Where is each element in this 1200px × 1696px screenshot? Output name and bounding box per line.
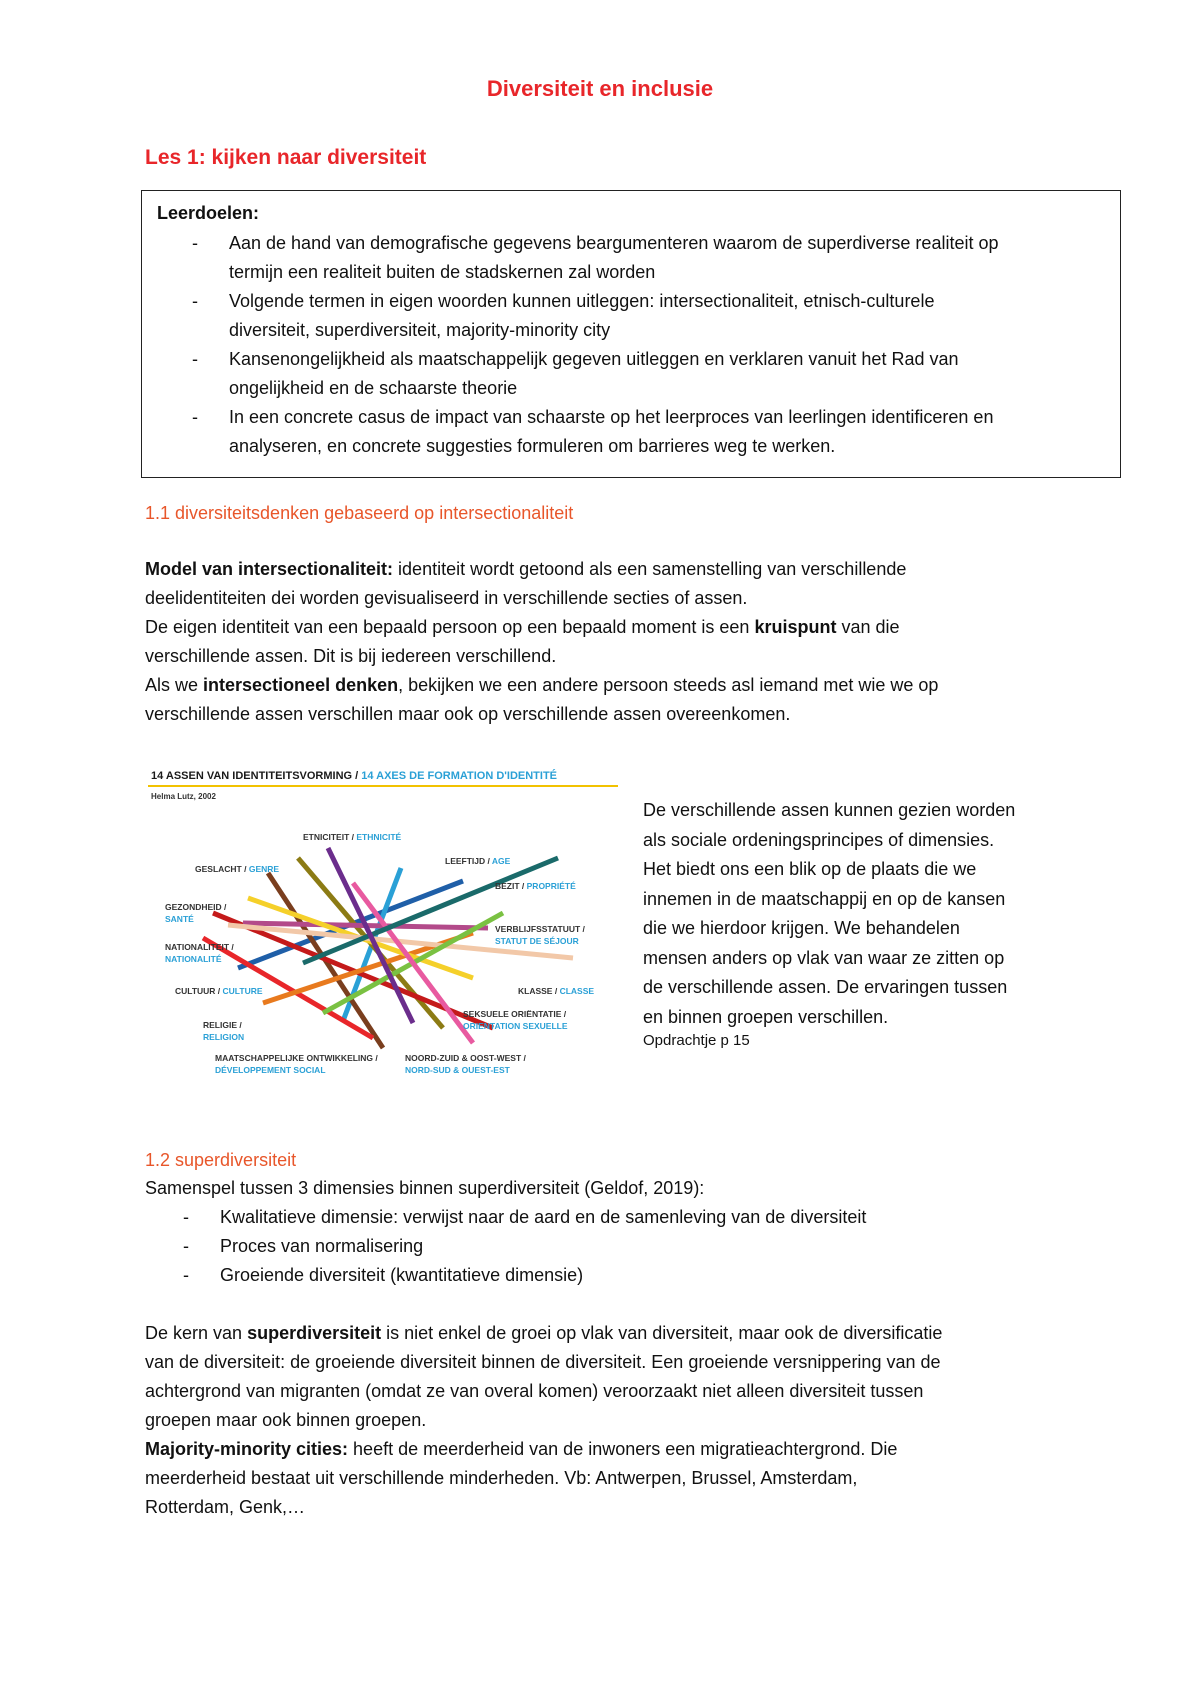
learning-goal-text	[229, 229, 1099, 287]
paragraph-line	[145, 1319, 1085, 1348]
paragraph-line: achtergrond van migranten (omdat ze van overal komen) veroorzaakt niet alleen diversiteit tussen	[145, 1381, 924, 1401]
paragraph-line: meerderheid bestaat uit verschillende minderheden. Vb: Antwerpen, Brussel, Amsterdam,	[145, 1468, 858, 1488]
paragraph-line	[145, 613, 1085, 642]
figure-title-underline	[148, 785, 618, 787]
list-dash: -	[183, 1265, 189, 1285]
paragraph-line: de verschillende assen. De ervaringen tussen	[643, 977, 1008, 997]
identity-axes-figure	[143, 763, 625, 1086]
bold-term: Model van intersectionaliteit:	[145, 559, 394, 579]
paragraph-line: innemen in de maatschappij en op de kansen	[643, 888, 1006, 909]
paragraph-superdiversity-core	[145, 1319, 1085, 1522]
learning-goal-line: diversiteit, superdiversiteit, majority-minority city	[229, 320, 611, 340]
axis-label-nationality: NATIONALITEIT / NATIONALITÉ	[165, 942, 234, 964]
list-dash: -	[192, 233, 198, 253]
bold-term: Majority-minority cities:	[145, 1439, 349, 1459]
text-span: van die	[836, 617, 900, 637]
axis-label-property: BEZIT / PROPRIÉTÉ	[495, 881, 576, 891]
lesson-title: Les 1: kijken naar diversiteit	[145, 146, 427, 169]
axis-label-ethnicity: ETNICITEIT / ETHNICITÉ	[303, 832, 402, 842]
axis-label-culture: CULTUUR / CULTURE	[175, 986, 263, 996]
text-span: Als we	[145, 675, 204, 695]
bold-term: kruispunt	[754, 617, 837, 637]
axis-label-sexual-orientation: SEKSUELE ORIËNTATIE / ORIENTATION SEXUELLE	[463, 1009, 568, 1031]
text-span: De eigen identiteit van een bepaald persoon op een bepaald moment is een	[145, 617, 755, 637]
learning-goal-text	[229, 287, 1099, 345]
figure-title-fr: 14 AXES DE FORMATION D'IDENTITÉ	[358, 770, 558, 782]
axis-label-gender: GESLACHT / GENRE	[195, 864, 280, 874]
axis-label-religion: RELIGIE / RELIGION	[203, 1020, 245, 1042]
learning-goals-heading: Leerdoelen:	[157, 203, 260, 223]
learning-goal-line: ongelijkheid en de schaarste theorie	[229, 378, 518, 398]
paragraph-line	[145, 555, 1085, 584]
paragraph-line: De verschillende assen kunnen gezien worden	[643, 800, 1016, 820]
axis-label-residence-status: VERBLIJFSSTATUUT / STATUT DE SÉJOUR	[495, 924, 585, 946]
list-item-text: Groeiende diversiteit (kwantitatieve dimensie)	[220, 1265, 584, 1285]
paragraph-line: Rotterdam, Genk,…	[145, 1497, 306, 1517]
paragraph-line: deelidentiteiten dei worden gevisualiseerd in verschillende secties of assen.	[145, 588, 748, 608]
axis-label-class: KLASSE / CLASSE	[518, 986, 595, 996]
learning-goal-line: Volgende termen in eigen woorden kunnen uitleggen: intersectionaliteit, etnisch-culturele	[229, 291, 935, 311]
axis-label-social-development: MAATSCHAPPELIJKE ONTWIKKELING / DÉVELOPPEMENT SOCIAL	[215, 1053, 378, 1075]
figure-explanation-text	[643, 796, 1083, 1032]
learning-goal-text	[229, 345, 1099, 403]
list-dash: -	[183, 1207, 189, 1227]
paragraph-line: groepen maar ook binnen groepen.	[145, 1410, 427, 1430]
axis-label-north-south: NOORD-ZUID & OOST-WEST / NORD-SUD & OUEST-EST	[405, 1053, 526, 1075]
list-item-text: Kwalitatieve dimensie: verwijst naar de aard en de samenleving van de diversiteit	[220, 1207, 867, 1227]
learning-goal-text	[229, 403, 1099, 461]
list-item-text: Proces van normalisering	[220, 1236, 424, 1256]
paragraph-line	[145, 1435, 1085, 1464]
bold-term: superdiversiteit	[247, 1323, 382, 1343]
list-dash: -	[192, 407, 198, 427]
paragraph-line: Het biedt ons een blik op de plaats die we	[643, 859, 977, 879]
axis-label-age: LEEFTIJD / AGE	[445, 856, 511, 866]
bold-term: intersectioneel denken	[203, 675, 399, 695]
paragraph-line: die we hierdoor krijgen. We behandelen	[643, 918, 960, 938]
section-heading-1-1: 1.1 diversiteitsdenken gebaseerd op intersectionaliteit	[145, 503, 574, 523]
list-dash: -	[192, 349, 198, 369]
document-title: Diversiteit en inclusie	[486, 76, 714, 101]
text-span: identiteit wordt getoond als een samenstelling van verschillende	[393, 559, 907, 579]
paragraph-line: verschillende assen. Dit is bij iedereen verschillend.	[145, 646, 557, 666]
list-dash: -	[192, 291, 198, 311]
paragraph-line: mensen anders op vlak van waar ze zitten op	[643, 947, 1005, 968]
learning-goal-line: analyseren, en concrete suggesties formuleren om barrieres weg te werken.	[229, 436, 836, 456]
assignment-note: Opdrachtje p 15	[643, 1032, 750, 1049]
paragraph-intersectionality-model	[145, 555, 1085, 729]
figure-subtitle: Helma Lutz, 2002	[151, 792, 216, 801]
learning-goal-line: termijn een realiteit buiten de stadskernen zal worden	[229, 262, 656, 282]
axis-label-health: GEZONDHEID / SANTÉ	[165, 902, 227, 924]
text-span: , bekijken we een andere persoon steeds asl iemand met wie we op	[398, 675, 939, 695]
learning-goal-line: Kansenongelijkheid als maatschappelijk gegeven uitleggen en verklaren vanuit het Rad van	[229, 349, 959, 369]
superdiversity-intro: Samenspel tussen 3 dimensies binnen superdiversiteit (Geldof, 2019):	[145, 1178, 705, 1198]
paragraph-line: als sociale ordeningsprincipes of dimensies.	[643, 829, 995, 850]
learning-goals-box	[141, 190, 1121, 478]
figure-title-nl: 14 ASSEN VAN IDENTITEITSVORMING /	[151, 770, 359, 782]
learning-goal-line: In een concrete casus de impact van schaarste op het leerproces van leerlingen identificeren en	[229, 407, 994, 427]
paragraph-line: van de diversiteit: de groeiende diversiteit binnen de diversiteit. Een groeiende versnippering van de	[145, 1352, 941, 1372]
learning-goal-line: Aan de hand van demografische gegevens beargumenteren waarom de superdiverse realiteit op	[229, 233, 999, 253]
list-dash: -	[183, 1236, 189, 1256]
paragraph-line: en binnen groepen verschillen.	[643, 1006, 889, 1027]
paragraph-line: verschillende assen verschillen maar ook op verschillende assen overeenkomen.	[145, 704, 791, 724]
paragraph-line	[145, 671, 1085, 700]
text-span: heeft de meerderheid van de inwoners een migratieachtergrond. Die	[348, 1439, 898, 1459]
text-span: De kern van	[145, 1323, 248, 1343]
text-span: is niet enkel de groei op vlak van diversiteit, maar ook de diversificatie	[381, 1323, 943, 1343]
section-heading-1-2: 1.2 superdiversiteit	[145, 1150, 297, 1170]
